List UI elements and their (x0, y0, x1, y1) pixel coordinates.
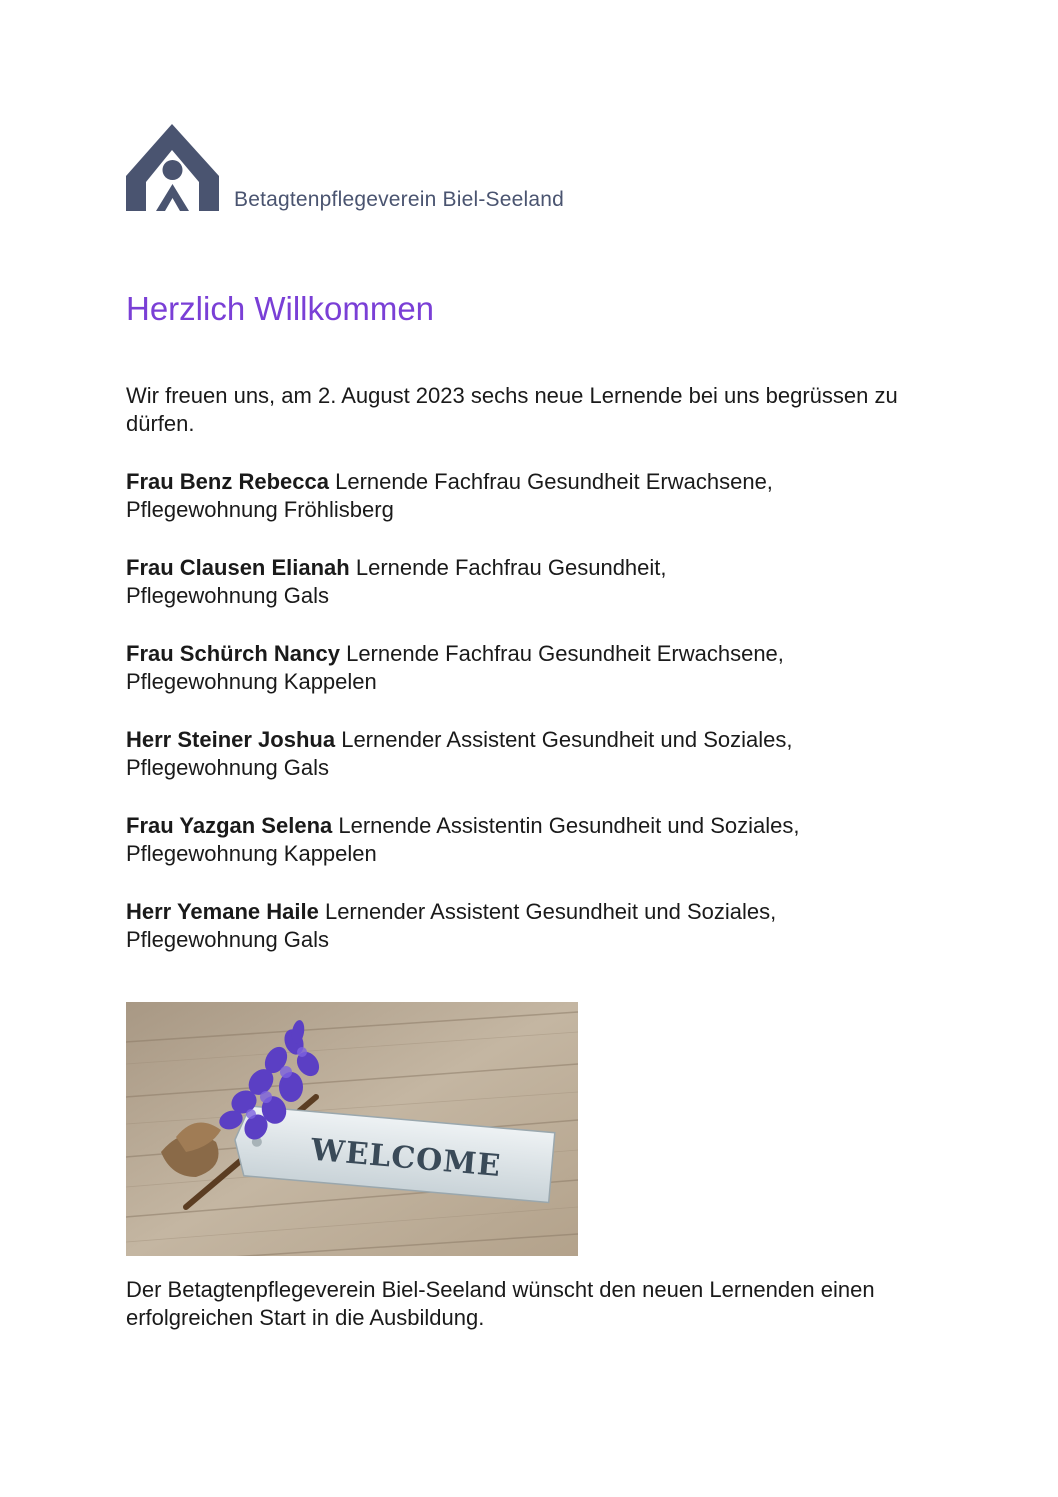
learner-list (126, 468, 946, 984)
page-title: Herzlich Willkommen (126, 290, 435, 327)
learner-role: Lernende Fachfrau Gesundheit Erwachsene, (335, 469, 773, 494)
learner-entry (126, 726, 946, 812)
learner-role: Lernender Assistent Gesundheit und Soziales, (341, 727, 793, 752)
learner-role: Lernende Fachfrau Gesundheit Erwachsene, (346, 641, 784, 666)
learner-name: Herr Steiner Joshua (126, 727, 336, 752)
learner-role: Lernende Fachfrau Gesundheit, (355, 555, 667, 580)
sign-text: WELCOME (309, 1132, 503, 1185)
learner-role: Lernende Assistentin Gesundheit und Soziales, (338, 813, 800, 838)
learner-location: Pflegewohnung Fröhlisberg (126, 497, 394, 522)
welcome-photo (126, 1002, 578, 1256)
learner-entry (126, 898, 946, 984)
learner-entry (126, 812, 946, 898)
learner-entry (126, 640, 946, 726)
learner-name: Frau Yazgan Selena (126, 813, 333, 838)
closing-text: Der Betagtenpflegeverein Biel-Seeland wünscht den neuen Lernenden einen erfolgreichen Start in die Ausbildung. (126, 1277, 875, 1330)
org-name: Betagtenpflegeverein Biel-Seeland (234, 188, 564, 211)
welcome-sign-hyacinth-image (126, 1002, 578, 1256)
learner-location: Pflegewohnung Gals (126, 927, 330, 952)
learner-role: Lernender Assistent Gesundheit und Soziales, (324, 899, 777, 924)
learner-entry (126, 468, 946, 554)
learner-name: Herr Yemane Haile (126, 899, 319, 924)
learner-entry (126, 554, 946, 640)
learner-name: Frau Schürch Nancy (126, 641, 340, 666)
learner-location: Pflegewohnung Kappelen (126, 841, 377, 866)
learner-location: Pflegewohnung Gals (126, 583, 330, 608)
intro-text: Wir freuen uns, am 2. August 2023 sechs neue Lernende bei uns begrüssen zu dürfen. (126, 383, 898, 436)
org-logo (126, 124, 646, 214)
learner-location: Pflegewohnung Kappelen (126, 669, 377, 694)
house-person-logo-icon (126, 124, 219, 211)
learner-name: Frau Clausen Elianah (126, 555, 350, 580)
learner-name: Frau Benz Rebecca (126, 469, 329, 494)
learner-location: Pflegewohnung Gals (126, 755, 330, 780)
